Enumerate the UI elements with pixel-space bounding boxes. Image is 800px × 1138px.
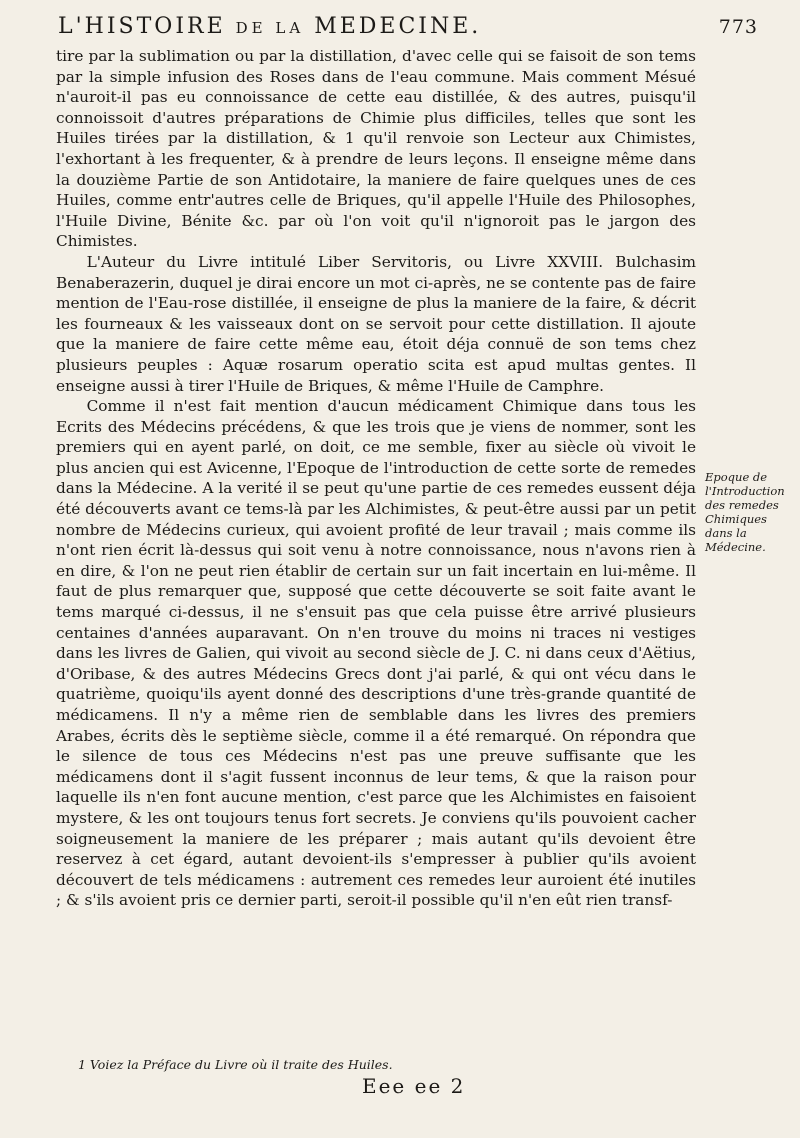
body-text <box>56 46 696 911</box>
header-subject: MEDECINE. <box>314 14 482 39</box>
running-header <box>58 14 758 50</box>
header-article: DE LA <box>235 19 305 37</box>
paragraph-2: L'Auteur du Livre intitulé Liber Servitoris, ou Livre XXVIII. Bulchasim Benaberazerin, duquel je dirai encore un mot ci-après, ne se contente pas de faire mention de l'Eau-rose distillée, il enseigne de plus la maniere de la faire, & décrit les fourneaux & les vaisseaux dont on se servoit pour cette distillation. Il ajoute que la maniere de faire cette même eau, étoit déja connuë de son tems chez plusieurs peuples : Aquæ rosarum operatio scita est apud multas gentes. Il enseigne aussi à tirer l'Huile de Briques, & même l'Huile de Camphre. <box>56 252 696 395</box>
signature-mark: Eee ee 2 <box>362 1074 466 1098</box>
paragraph-3: Comme il n'est fait mention d'aucun médicament Chimique dans tous les Ecrits des Médecins précédens, & que les trois que je viens de nommer, sont les premiers qui en ayent parlé, on doit, ce me semble, fixer au siècle où vivoit le plus ancien qui est Avicenne, l'Epoque de l'introduction de cette sorte de remedes dans la Médecine. A la verité il se peut qu'une partie de ces remedes eussent déja été découverts avant ce tems-là par les Alchimistes, & peut-être aussi par un petit nombre de Médecins curieux, qui avoient profité de leur travail ; mais comme ils n'ont rien écrit là-dessus qui soit venu à notre connoissance, nous n'avons rien à en dire, & l'on ne peut rien établir de certain sur un fait incertain en lui-même. Il faut de plus remarquer que, supposé que cette découverte se soit faite avant le tems marqué ci-dessus, il ne s'ensuit pas que cela puisse être arrivé plusieurs centaines d'années auparavant. On n'en trouve du moins ni traces ni vestiges dans les livres de Galien, qui vivoit au second siècle de J. C. ni dans ceux d'Aëtius, d'Oribase, & des autres Médecins Grecs dont j'ai parlé, & qui ont vécu dans le quatrième, quoiqu'ils ayent donné des descriptions d'une très-grande quantité de médicamens. Il n'y a même rien de semblable dans les livres des premiers Arabes, écrits dès le septième siècle, comme il a été remarqué. On répondra que le silence de tous ces Médecins n'est pas une preuve suffisante que les médicamens dont il s'agit fussent inconnus de leur tems, & que la raison pour laquelle ils n'en font aucune mention, c'est parce que les Alchimistes en faisoient mystere, & les ont toujours tenus fort secrets. Je conviens qu'ils pouvoient cacher soigneusement la maniere de les préparer ; mais autant qu'ils devoient être reservez à cet égard, autant devoient-ils s'empresser à publier qu'ils avoient découvert de tels médicamens : autrement ces remedes leur auroient été inutiles ; & s'ils avoient pris ce dernier parti, seroit-il possible qu'il n'en eût rien transf- <box>56 397 696 910</box>
paragraph-1: tire par la sublimation ou par la distillation, d'avec celle qui se faisoit de son tems par la simple infusion des Roses dans de l'eau commune. Mais comment Mésué n'auroit-il pas eu connoissance de cette eau distillée, & des autres, puisqu'il connoissoit d'autres préparations de Chimie plus difficiles, telles que sont les Huiles tirées par la distillation, & 1 qu'il renvoie son Lecteur aux Chimistes, l'exhortant à les frequenter, & à prendre de leurs leçons. Il enseigne même dans la douzième Partie de son Antidotaire, la maniere de faire quelques unes de ces Huiles, comme entr'autres celle de Briques, qu'il appelle l'Huile des Philosophes, l'Huile Divine, Bénite &c. par où l'on voit qu'il n'ignoroit pas le jargon des Chimistes. <box>56 47 696 251</box>
page-number: 773 <box>718 16 758 38</box>
footnote: 1 Voiez la Préface du Livre où il traite des Huiles. <box>78 1057 393 1072</box>
header-title: L'HISTOIRE <box>58 14 226 39</box>
margin-note: Epoque de l'Introduction des remedes Chimiques dans la Médecine. <box>705 470 785 554</box>
